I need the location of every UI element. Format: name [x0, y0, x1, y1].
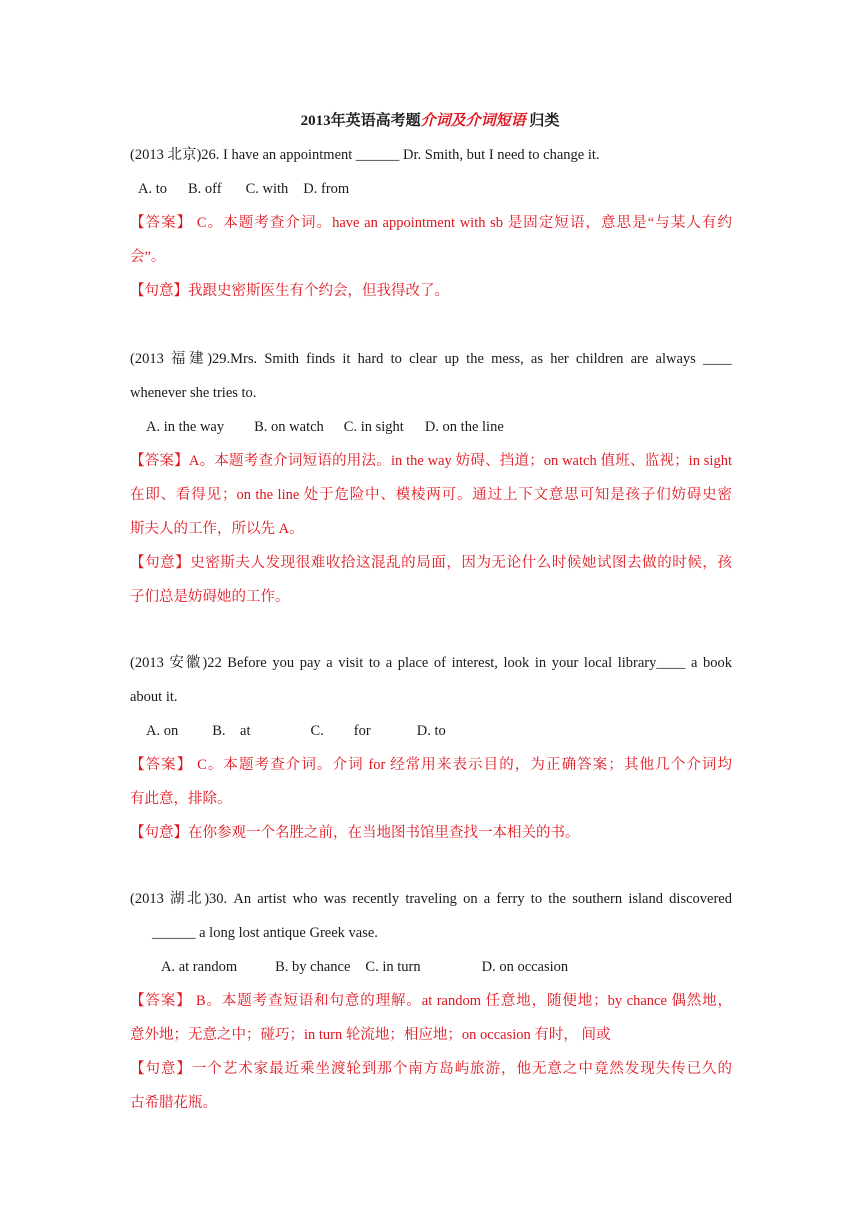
- q2-option-b: B. on watch: [254, 419, 324, 435]
- question-3-text-line-1: (2013 安徽)22 Before you pay a visit to a place of interest, look in your local library____ a book: [130, 655, 732, 671]
- q4-option-a: A. at random: [161, 959, 238, 975]
- q2-meaning-line-2: 子们总是妨碍她的工作。: [130, 589, 290, 605]
- q3-meaning-line-1: 【句意】在你参观一个名胜之前，在当地图书馆里查找一本相关的书。: [130, 825, 580, 841]
- q1-option-d: D. from: [303, 181, 350, 197]
- question-3-options: [130, 720, 732, 742]
- title-prefix: 2013年英语高考题: [300, 113, 421, 129]
- q2-answer-line-2: 在即、看得见；on the line 处于危险中、模棱两可。通过上下文意思可知是孩子们妨碍史密: [130, 487, 732, 503]
- q1-answer-line-2: 会”。: [130, 249, 166, 265]
- q1-option-a: A. to: [138, 181, 167, 197]
- q3-option-c-text: for: [353, 723, 371, 739]
- q2-meaning-line-1: 【句意】史密斯夫人发现很难收拾这混乱的局面，因为无论什么时候她试图去做的时候，孩: [130, 555, 732, 571]
- q2-answer-line-3: 斯夫人的工作，所以先 A。: [130, 521, 304, 537]
- q3-answer-line-1: 【答案】 C。本题考查介词。介词 for 经常用来表示目的，为正确答案；其他几个介词均: [130, 757, 732, 773]
- q2-option-a: A. in the way: [146, 419, 225, 435]
- q4-option-d: D. on occasion: [481, 959, 569, 975]
- q3-answer-line-2: 有此意，排除。: [130, 791, 232, 807]
- q2-option-d: D. on the line: [424, 419, 504, 435]
- question-4-options: [130, 956, 732, 978]
- q1-option-b: B. off: [188, 181, 222, 197]
- q4-meaning-line-2: 古希腊花瓶。: [130, 1095, 217, 1111]
- q4-option-b: B. by chance: [275, 959, 351, 975]
- q4-meaning-line-1: 【句意】一个艺术家最近乘坐渡轮到那个南方岛屿旅游，他无意之中竟然发现失传已久的: [130, 1061, 732, 1077]
- q4-answer-line-2: 意外地；无意之中；碰巧；in turn 轮流地；相应地；on occasion 有时， 间或: [130, 1027, 611, 1043]
- q1-answer-line-1: 【答案】 C。本题考查介词。have an appointment with sb 是固定短语，意思是“与某人有约: [130, 215, 732, 231]
- q1-option-c: C. with: [245, 181, 289, 197]
- q3-option-b: B. at: [212, 723, 251, 739]
- question-4-text-line-1: (2013 湖北)30. An artist who was recently traveling on a ferry to the southern island discovered: [130, 891, 732, 907]
- question-1-text: (2013 北京)26. I have an appointment ______ Dr. Smith, but I need to change it.: [130, 147, 600, 163]
- q3-option-c: C.: [310, 723, 324, 739]
- q4-answer-line-1: 【答案】 B。本题考查短语和句意的理解。at random 任意地，随便地；by chance 偶然地，: [130, 993, 732, 1009]
- question-4-text-line-2: ______ a long lost antique Greek vase.: [152, 925, 378, 941]
- document-title: [0, 110, 860, 132]
- question-1-options: [130, 178, 732, 200]
- q2-answer-line-1: 【答案】A。本题考查介词短语的用法。in the way 妨碍、挡道；on watch 值班、监视；in sight: [130, 453, 732, 469]
- q3-option-d: D. to: [416, 723, 446, 739]
- q2-option-c: C. in sight: [343, 419, 404, 435]
- question-2-text-line-2: whenever she tries to.: [130, 385, 257, 401]
- title-highlight: 介词及介词短语: [420, 113, 526, 129]
- question-3-text-line-2: about it.: [130, 689, 178, 705]
- title-suffix: 归类: [525, 113, 560, 129]
- q1-meaning-line-1: 【句意】我跟史密斯医生有个约会，但我得改了。: [130, 283, 449, 299]
- q3-option-a: A. on: [146, 723, 179, 739]
- q4-option-c: C. in turn: [365, 959, 421, 975]
- question-2-text-line-1: (2013 福建)29.Mrs. Smith finds it hard to clear up the mess, as her children are always ____: [130, 351, 732, 367]
- question-2-options: [130, 416, 732, 438]
